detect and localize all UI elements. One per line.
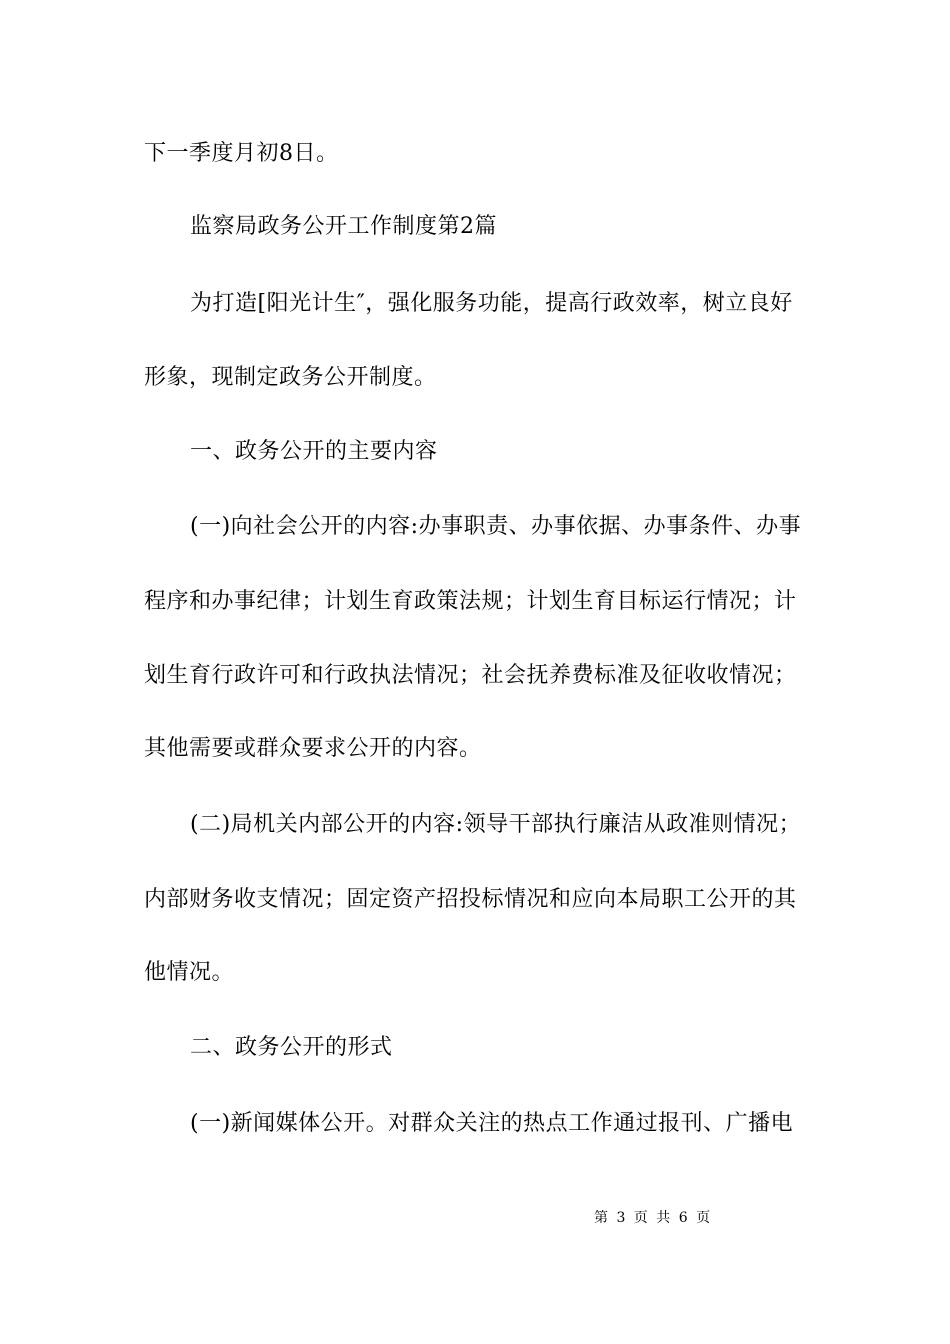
text-line [0,953,950,993]
text-line [0,358,950,398]
text-line [0,432,950,472]
paragraph-text: 其他需要或群众要求公开的内容。 [144,736,482,761]
paragraph-text: 划生育行政许可和行政执法情况；社会抚养费标准及征收收情况； [144,663,797,688]
text-line [0,880,950,920]
text-line [0,1028,950,1068]
text-line [0,284,950,324]
paragraph-text: 形象，现制定政务公开制度。 [144,365,437,390]
paragraph-text: (一)向社会公开的内容:办事职责、办事依据、办事条件、办事 [190,514,802,539]
paragraph-text: 下一季度月初8日。 [144,141,339,166]
text-line [0,507,950,547]
section-heading: 监察局政务公开工作制度第2篇 [190,214,497,239]
page-number: 第 3 页 共 6 页 [594,1210,711,1226]
text-line [0,134,950,174]
paragraph-text: (二)局机关内部公开的内容:领导干部执行廉洁从政准则情况； [190,812,802,837]
paragraph-text: 为打造[阳光计生″，强化服务功能，提高行政效率，树立良好 [190,291,793,316]
paragraph-text: (一)新闻媒体公开。对群众关注的热点工作通过报刊、广播电 [190,1111,794,1136]
paragraph-text: 他情况。 [144,960,235,985]
text-line [0,656,950,696]
text-line [0,207,950,247]
text-line [0,729,950,769]
paragraph-text: 程序和办事纪律；计划生育政策法规；计划生育目标运行情况；计 [144,589,797,614]
text-line [0,582,950,622]
page-footer [0,1206,950,1230]
section-heading: 一、政务公开的主要内容 [190,439,438,464]
section-heading: 二、政务公开的形式 [190,1035,393,1060]
text-line [0,1104,950,1144]
text-line [0,805,950,845]
paragraph-text: 内部财务收支情况；固定资产招投标情况和应向本局职工公开的其 [144,887,797,912]
